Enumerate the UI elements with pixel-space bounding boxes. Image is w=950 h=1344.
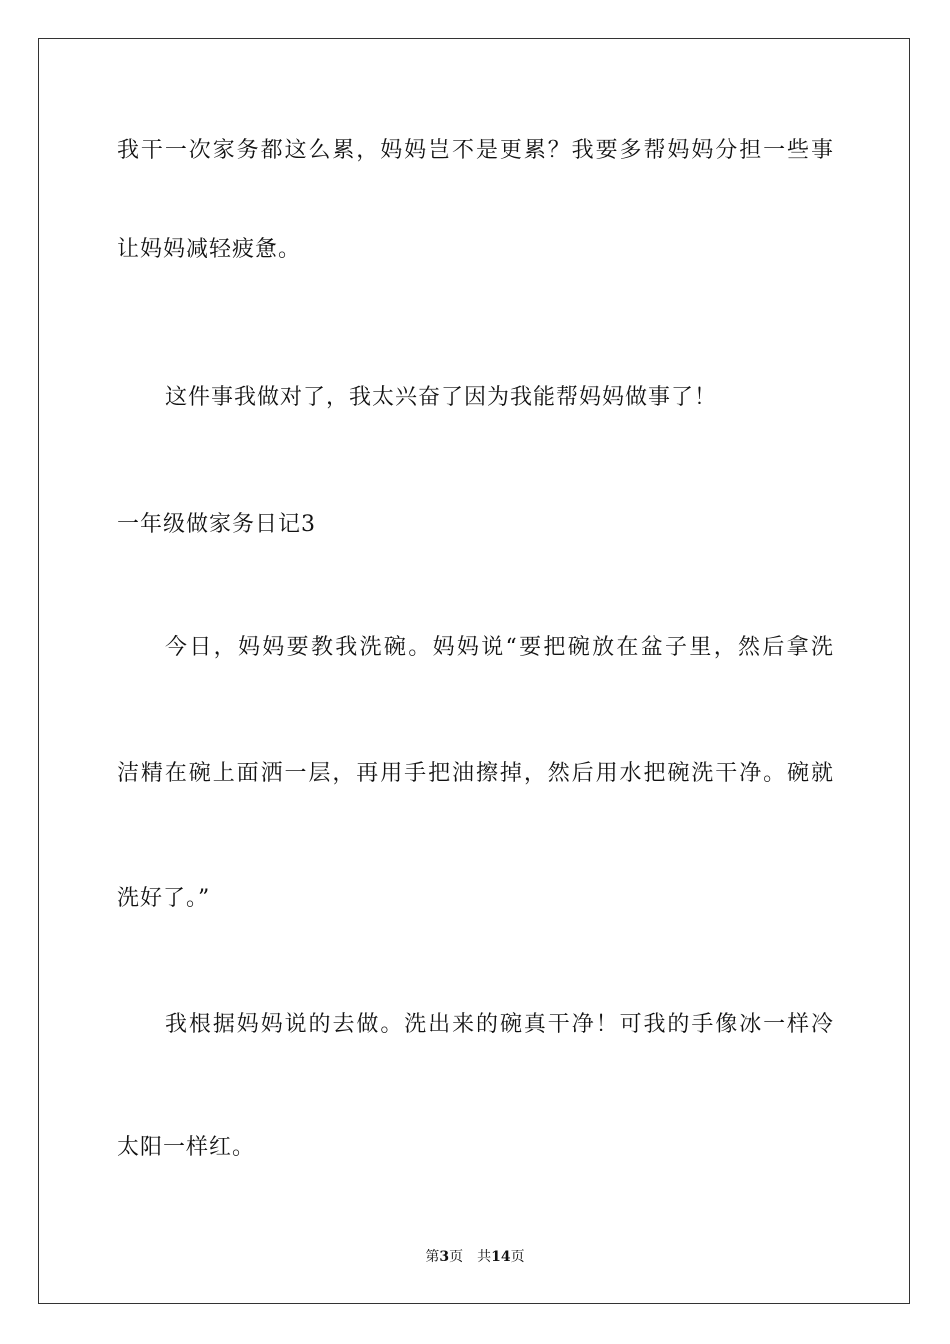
section-heading: 一年级做家务日记3	[117, 512, 316, 537]
paragraph-1-line-1: 我干一次家务都这么累，妈妈岂不是更累？我要多帮妈妈分担一些事	[117, 138, 833, 163]
paragraph-3-line-1: 今日，妈妈要教我洗碗。妈妈说“要把碗放在盆子里，然后拿洗	[165, 635, 833, 660]
paragraph-4-line-1: 我根据妈妈说的去做。洗出来的碗真干净！可我的手像冰一样冷	[165, 1012, 833, 1037]
page-frame	[38, 38, 910, 1304]
paragraph-3-line-2: 洁精在碗上面洒一层，再用手把油擦掉，然后用水把碗洗干净。碗就	[117, 761, 833, 786]
paragraph-2-line-1: 这件事我做对了，我太兴奋了因为我能帮妈妈做事了！	[165, 385, 718, 410]
page-footer	[0, 1247, 950, 1267]
footer-page-current: 3	[439, 1249, 450, 1265]
footer-page-prefix: 第	[425, 1249, 440, 1265]
footer-page-total: 14	[491, 1249, 511, 1265]
footer-total-suffix: 页	[510, 1249, 525, 1265]
footer-total-prefix: 共	[477, 1249, 492, 1265]
paragraph-4-line-2: 太阳一样红。	[117, 1135, 256, 1160]
footer-page-suffix: 页	[449, 1249, 464, 1265]
paragraph-1-line-2: 让妈妈减轻疲惫。	[117, 237, 302, 262]
paragraph-3-line-3: 洗好了。”	[117, 886, 211, 911]
